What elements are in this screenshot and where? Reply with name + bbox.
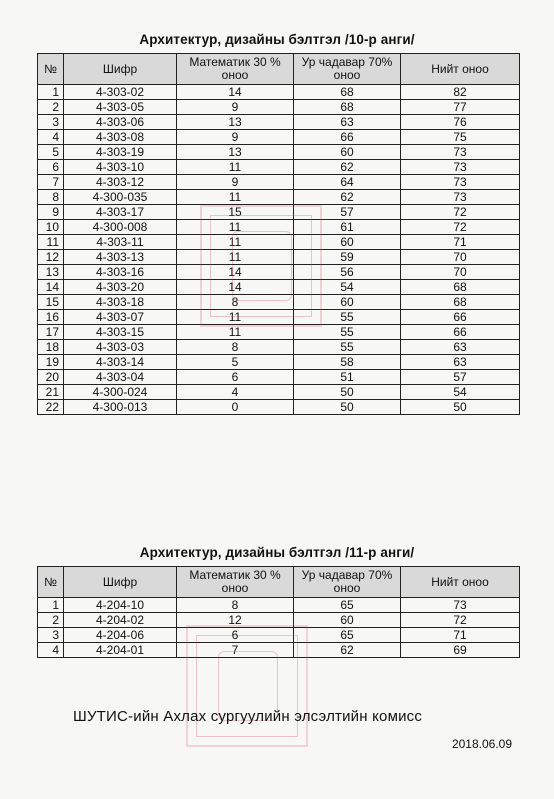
math-score: 11: [177, 220, 294, 235]
math-score: 11: [177, 160, 294, 175]
header-total: Нийт оноо: [401, 54, 520, 85]
row-number: 3: [38, 628, 64, 643]
table-row: [38, 85, 520, 100]
header-math: Математик 30 % оноо: [177, 54, 294, 85]
code-cell: 4-204-06: [64, 628, 177, 643]
code-cell: 4-303-12: [64, 175, 177, 190]
code-cell: 4-303-03: [64, 340, 177, 355]
total-score: 72: [401, 613, 520, 628]
code-cell: 4-303-07: [64, 310, 177, 325]
code-cell: 4-303-18: [64, 295, 177, 310]
total-score: 54: [401, 385, 520, 400]
total-score: 72: [401, 205, 520, 220]
total-score: 68: [401, 295, 520, 310]
skill-score: 65: [294, 628, 401, 643]
section1-title: Архитектур, дизайны бэлтгэл /10-р анги/: [139, 32, 415, 47]
row-number: 13: [38, 265, 64, 280]
math-score: 14: [177, 85, 294, 100]
math-score: 11: [177, 310, 294, 325]
skill-score: 55: [294, 325, 401, 340]
code-cell: 4-204-02: [64, 613, 177, 628]
total-score: 63: [401, 340, 520, 355]
math-score: 9: [177, 175, 294, 190]
skill-score: 62: [294, 160, 401, 175]
math-score: 4: [177, 385, 294, 400]
section2-title: Архитектур, дизайны бэлтгэл /11-р анги/: [139, 545, 415, 560]
table-row: [38, 400, 520, 415]
math-score: 13: [177, 145, 294, 160]
math-score: 14: [177, 280, 294, 295]
stamp-seal-2: [186, 625, 308, 747]
row-number: 7: [38, 175, 64, 190]
header-skill: Ур чадавар 70% оноо: [294, 567, 401, 598]
skill-score: 58: [294, 355, 401, 370]
table-header-row: [38, 54, 520, 85]
code-cell: 4-303-11: [64, 235, 177, 250]
row-number: 11: [38, 235, 64, 250]
row-number: 1: [38, 598, 64, 613]
table-row: [38, 115, 520, 130]
code-cell: 4-204-01: [64, 643, 177, 658]
table-row: [38, 355, 520, 370]
total-score: 70: [401, 265, 520, 280]
math-score: 13: [177, 115, 294, 130]
row-number: 20: [38, 370, 64, 385]
total-score: 69: [401, 643, 520, 658]
row-number: 22: [38, 400, 64, 415]
row-number: 1: [38, 85, 64, 100]
skill-score: 55: [294, 340, 401, 355]
row-number: 12: [38, 250, 64, 265]
row-number: 8: [38, 190, 64, 205]
code-cell: 4-300-008: [64, 220, 177, 235]
math-score: 5: [177, 355, 294, 370]
code-cell: 4-303-02: [64, 85, 177, 100]
header-code: Шифр: [64, 54, 177, 85]
row-number: 2: [38, 613, 64, 628]
skill-score: 50: [294, 385, 401, 400]
document-date: 2018.06.09: [451, 737, 512, 751]
code-cell: 4-303-15: [64, 325, 177, 340]
skill-score: 60: [294, 145, 401, 160]
total-score: 57: [401, 370, 520, 385]
skill-score: 60: [294, 295, 401, 310]
math-score: 0: [177, 400, 294, 415]
total-score: 82: [401, 85, 520, 100]
total-score: 70: [401, 250, 520, 265]
row-number: 4: [38, 130, 64, 145]
skill-score: 68: [294, 85, 401, 100]
commission-name: ШУТИС-ийн Ахлах сургуулийн элсэлтийн комисс: [73, 708, 423, 725]
skill-score: 51: [294, 370, 401, 385]
row-number: 9: [38, 205, 64, 220]
code-cell: 4-300-024: [64, 385, 177, 400]
math-score: 8: [177, 340, 294, 355]
total-score: 63: [401, 355, 520, 370]
code-cell: 4-303-05: [64, 100, 177, 115]
math-score: 15: [177, 205, 294, 220]
code-cell: 4-303-13: [64, 250, 177, 265]
row-number: 18: [38, 340, 64, 355]
total-score: 77: [401, 100, 520, 115]
math-score: 8: [177, 598, 294, 613]
skill-score: 65: [294, 598, 401, 613]
row-number: 10: [38, 220, 64, 235]
math-score: 11: [177, 190, 294, 205]
skill-score: 61: [294, 220, 401, 235]
row-number: 14: [38, 280, 64, 295]
code-cell: 4-303-08: [64, 130, 177, 145]
total-score: 73: [401, 145, 520, 160]
row-number: 15: [38, 295, 64, 310]
total-score: 68: [401, 280, 520, 295]
code-cell: 4-303-20: [64, 280, 177, 295]
row-number: 5: [38, 145, 64, 160]
row-number: 3: [38, 115, 64, 130]
skill-score: 63: [294, 115, 401, 130]
math-score: 6: [177, 370, 294, 385]
table-row: [38, 145, 520, 160]
total-score: 76: [401, 115, 520, 130]
skill-score: 60: [294, 235, 401, 250]
table-row: [38, 100, 520, 115]
stamp-seal-1: [200, 205, 322, 327]
header-skill: Ур чадавар 70% оноо: [294, 54, 401, 85]
skill-score: 62: [294, 643, 401, 658]
row-number: 17: [38, 325, 64, 340]
row-number: 4: [38, 643, 64, 658]
math-score: 12: [177, 613, 294, 628]
header-total: Нийт оноо: [401, 567, 520, 598]
skill-score: 55: [294, 310, 401, 325]
total-score: 71: [401, 628, 520, 643]
total-score: 66: [401, 310, 520, 325]
code-cell: 4-303-06: [64, 115, 177, 130]
row-number: 21: [38, 385, 64, 400]
math-score: 8: [177, 295, 294, 310]
math-score: 9: [177, 100, 294, 115]
row-number: 2: [38, 100, 64, 115]
code-cell: 4-303-19: [64, 145, 177, 160]
code-cell: 4-204-10: [64, 598, 177, 613]
skill-score: 62: [294, 190, 401, 205]
table-row: [38, 598, 520, 613]
code-cell: 4-303-16: [64, 265, 177, 280]
total-score: 66: [401, 325, 520, 340]
header-math: Математик 30 % оноо: [177, 567, 294, 598]
skill-score: 68: [294, 100, 401, 115]
code-cell: 4-303-10: [64, 160, 177, 175]
skill-score: 59: [294, 250, 401, 265]
code-cell: 4-300-013: [64, 400, 177, 415]
total-score: 73: [401, 160, 520, 175]
table-row: [38, 190, 520, 205]
header-code: Шифр: [64, 567, 177, 598]
skill-score: 64: [294, 175, 401, 190]
total-score: 71: [401, 235, 520, 250]
table-row: [38, 370, 520, 385]
row-number: 6: [38, 160, 64, 175]
skill-score: 57: [294, 205, 401, 220]
header-number: №: [38, 54, 64, 85]
table-row: [38, 130, 520, 145]
math-score: 14: [177, 265, 294, 280]
total-score: 73: [401, 598, 520, 613]
code-cell: 4-300-035: [64, 190, 177, 205]
skill-score: 56: [294, 265, 401, 280]
math-score: 6: [177, 628, 294, 643]
row-number: 19: [38, 355, 64, 370]
skill-score: 60: [294, 613, 401, 628]
math-score: 9: [177, 130, 294, 145]
table-row: [38, 385, 520, 400]
code-cell: 4-303-17: [64, 205, 177, 220]
table-row: [38, 160, 520, 175]
total-score: 75: [401, 130, 520, 145]
row-number: 16: [38, 310, 64, 325]
table-row: [38, 340, 520, 355]
total-score: 50: [401, 400, 520, 415]
skill-score: 66: [294, 130, 401, 145]
total-score: 73: [401, 175, 520, 190]
math-score: 11: [177, 250, 294, 265]
header-number: №: [38, 567, 64, 598]
total-score: 73: [401, 190, 520, 205]
code-cell: 4-303-14: [64, 355, 177, 370]
skill-score: 54: [294, 280, 401, 295]
math-score: 7: [177, 643, 294, 658]
skill-score: 50: [294, 400, 401, 415]
table-row: [38, 175, 520, 190]
table-header-row: [38, 567, 520, 598]
total-score: 72: [401, 220, 520, 235]
math-score: 11: [177, 325, 294, 340]
code-cell: 4-303-04: [64, 370, 177, 385]
math-score: 11: [177, 235, 294, 250]
